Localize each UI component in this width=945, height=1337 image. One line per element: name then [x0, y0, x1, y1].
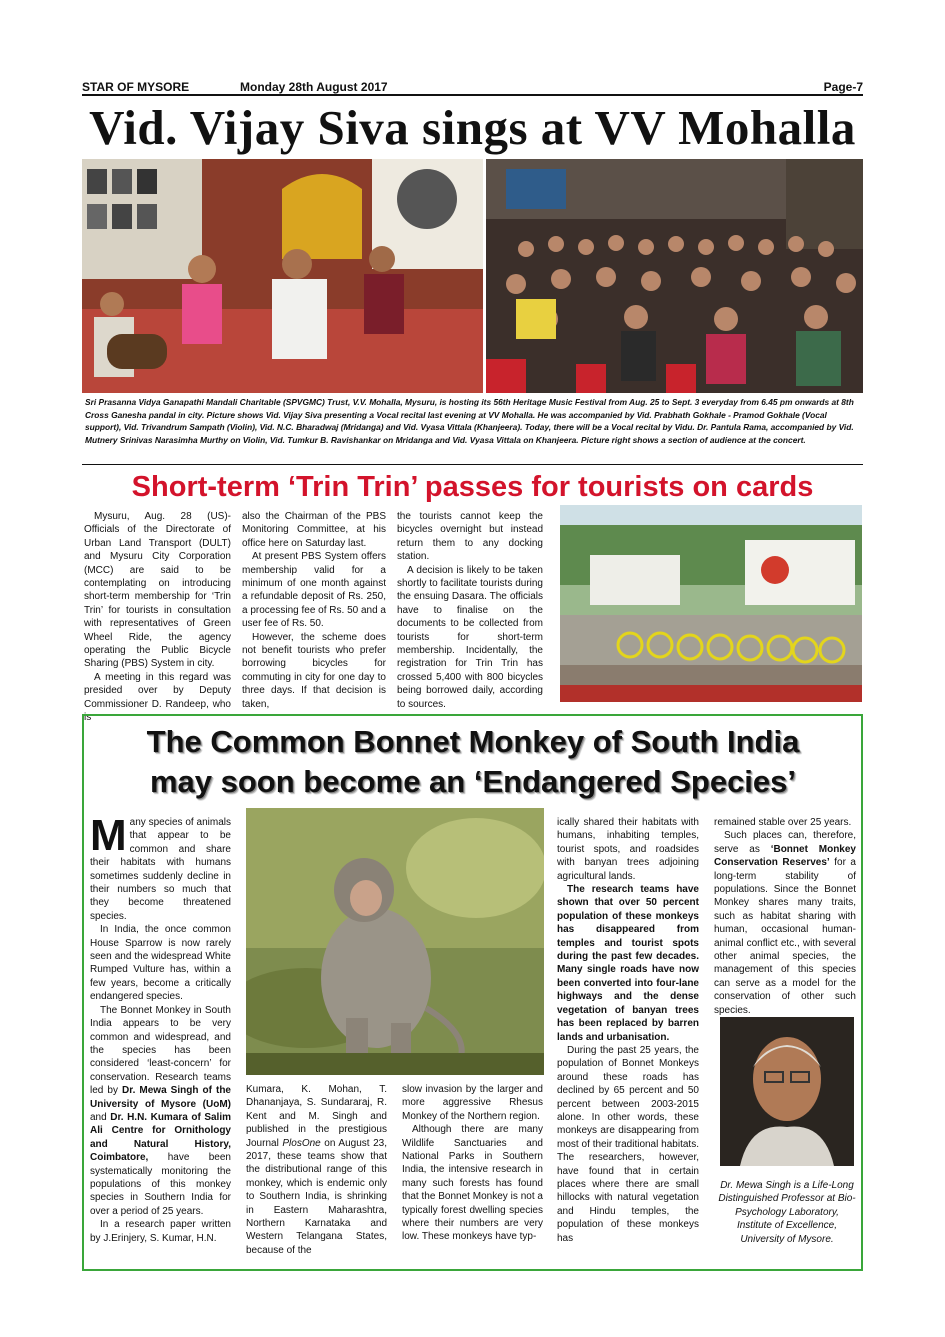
monkey-column-1 — [90, 811, 232, 1245]
text-run: Kumara, K. Mohan, T. Dhananjaya, S. Sundararaj, R. Kent and M. Singh and published in the prestigious Journal — [246, 1084, 387, 1149]
text-run: for a long-term stability of populations. Since the Bonnet Monkey shares many traits, such as habitat sharing with human, occasional human-animal conflict etc., with several other animal species, the management of this species can serve as a model for the conservation of other such species. — [714, 857, 856, 1016]
bold-run: Dr. Mewa Singh of the University of Mysore (UoM) — [90, 1085, 231, 1110]
headline-trin-trin: Short-term ‘Trin Trin’ passes for tourists on cards — [131, 471, 814, 503]
publication-name: STAR OF MYSORE — [82, 80, 190, 94]
paragraph: Although there are many Wildlife Sanctuaries and National Parks in Southern India, the intensive research in many such forests has found that the Bonnet Monkey is not a typically forest dwelling species where their numbers are very low. These monkeys have typ- — [402, 1124, 543, 1243]
paragraph: remained stable over 25 years. — [714, 817, 852, 828]
dropcap-letter: M — [90, 811, 127, 860]
text-run: on August 23, 2017, these teams show that the distributional range of this monkey, which is endemic only to Southern India, is shrinking in Eastern Maharashtra, Northern Karnataka and Western Telangana States, because of the — [246, 1137, 387, 1256]
monkey-column-5 — [714, 816, 856, 1017]
paragraph — [90, 1004, 231, 1219]
concert-stage-photo — [82, 159, 483, 393]
bicycle-docking-photo — [560, 505, 862, 702]
monkey-column-2 — [246, 1083, 387, 1257]
paragraph: any species of animals that appear to be common and share their habitats with humans sometimes suddenly decline in their numbers so much that they become threatened species. — [90, 817, 231, 922]
bold-run: ‘Bonnet Monkey Conservation Reserves’ — [714, 843, 856, 869]
paragraph — [557, 883, 699, 1044]
issue-date: Monday 28th August 2017 — [240, 80, 388, 94]
paragraph: In a research paper written by J.Erinjery, S. Kumar, H.N. — [90, 1219, 231, 1244]
paragraph: slow invasion by the larger and more aggressive Rhesus Monkey of the Northern region. — [402, 1084, 543, 1122]
headline-line-1: The Common Bonnet Monkey of South India — [146, 724, 800, 759]
paragraph — [714, 829, 856, 1017]
paragraph: Mysuru, Aug. 28 (US)- Officials of the Directorate of Urban Land Transport (DULT) and Mysuru City Corporation (MCC) are said to be contemplating on introducing short-term membership for ‘Trin Trin’ for tourists in consultation with representatives of Green Wheel Ride, the agency operating the Public Bicycle Sharing (PBS) System in city. — [84, 511, 231, 670]
paragraph: also the Chairman of the PBS Monitoring Committee, at his office here on Saturday last. — [242, 511, 386, 549]
mewa-singh-caption: Dr. Mewa Singh is a Life-Long Distinguished Professor at Bio-Psychology Laboratory, Institute of Excellence, University of Mysore. — [718, 1180, 856, 1245]
page-number: Page-7 — [823, 80, 863, 94]
paragraph: During the past 25 years, the population of Bonnet Monkeys around these roads has declined by 65 percent and 50 percent between 2003-2015 alone. In other words, these monkeys are disappearing from most of their traditional habitats. The researchers, however, have found that in certain places where there are small hillocks with natural vegetation and Hindu temples, the population of these monkeys has — [557, 1044, 699, 1244]
paragraph: At present PBS System offers membership valid for a minimum of one month against a refundable deposit of Rs. 250, a processing fee of Rs. 50 and a user fee of Rs. 50. — [242, 551, 386, 630]
bold-run: The research teams have shown that over 50 percent population of these monkeys has disappeared from temples and tourist spots during the past few decades. Many single roads have now been converted into four-lane highways and the dense vegetation of banyan trees has been replaced by barren lands and urbanisation. — [557, 884, 699, 1043]
bold-run: Dr. H.N. Kumara of Salim Ali Centre for Ornithology and Natural History, Coimbatore, — [90, 1111, 232, 1164]
trin-trin-column-1 — [84, 510, 231, 725]
section-divider — [82, 464, 863, 465]
text-run: The Bonnet Monkey in South India appears to be very common and widespread, and the species has been considered ‘least-concern’ for conservation. Research teams led by — [90, 1004, 231, 1097]
monkey-column-3 — [402, 1083, 543, 1244]
text-run: have been systematically monitoring the populations of this monkey species in Southern India for over a period of 25 years. — [90, 1152, 231, 1217]
page-header — [82, 80, 863, 96]
journal-name: PlosOne — [282, 1137, 321, 1149]
trin-trin-column-3 — [397, 510, 543, 711]
trin-trin-column-2 — [242, 510, 386, 711]
monkey-column-4 — [557, 816, 699, 1245]
mewa-singh-photo — [720, 1017, 854, 1166]
paragraph — [246, 1083, 387, 1257]
paragraph: However, the scheme does not benefit tourists who prefer borrowing bicycles for commuting in city for one day to three days. If that decision is taken, — [242, 631, 386, 710]
concert-photo-caption: Sri Prasanna Vidya Ganapathi Mandali Charitable (SPVGMC) Trust, V.V. Mohalla, Mysuru, is hosting its 56th Heritage Music Festival from Aug. 25 to Sept. 3 everyday from 6.45 pm onwards at 8th Cross Ganesha pandal in city. Picture shows Vid. Vijay Siva presenting a Vocal recital last evening at VV Mohalla. He was accompanied by Vid. Prabhath Gokhale - Pramod Gokhale (Vocal support), Vid. Trivandrum Sampath (Violin), Vid. N.C. Bharadwaj (Mridanga) and Vid. Vyasa Vittala (Khanjeera). Today, there will be a Vocal recital by Vidu. Dr. Pantula Rama, accompanied by Vid. Mutnery Srinivas Narasimha Murthy on Violin, Vid. Tumkur B. Ravishankar on Mridanga and Vid. Vyasa Vittala on Khanjeera. Picture right shows a section of audience at the concert. — [85, 397, 854, 445]
audience-photo — [486, 159, 863, 393]
headline-vijay-siva: Vid. Vijay Siva sings at VV Mohalla — [89, 100, 856, 155]
headline-line-2: may soon become an ‘Endangered Species’ — [149, 764, 797, 799]
paragraph: A meeting in this regard was presided over by Deputy Commissioner D. Randeep, who is — [84, 671, 231, 724]
headline-bonnet-monkey — [88, 722, 858, 802]
paragraph: the tourists cannot keep the bicycles overnight but instead return them to any docking station. — [397, 511, 543, 563]
text-run: and — [90, 1111, 111, 1123]
paragraph: ically shared their habitats with humans, inhabiting temples, tourist spots, and roadsides with banyan trees adjoining agricultural lands. — [557, 817, 699, 882]
text-run: Such places can, therefore, serve as — [714, 830, 856, 855]
paragraph: A decision is likely to be taken shortly to facilitate tourists during the ensuing Dasara. The officials have to finalise on the documents to be collected from tourists for short-term membership. Incidentally, the registration for Trin Trin has crossed 5,400 with 800 bicycles being borrowed daily, according to sources. — [397, 564, 543, 710]
bonnet-monkey-photo — [246, 808, 544, 1075]
paragraph: In India, the once common House Sparrow is now rarely seen and the widespread White Rumped Vulture has, within a few years, become a critically endangered species. — [90, 924, 231, 1003]
